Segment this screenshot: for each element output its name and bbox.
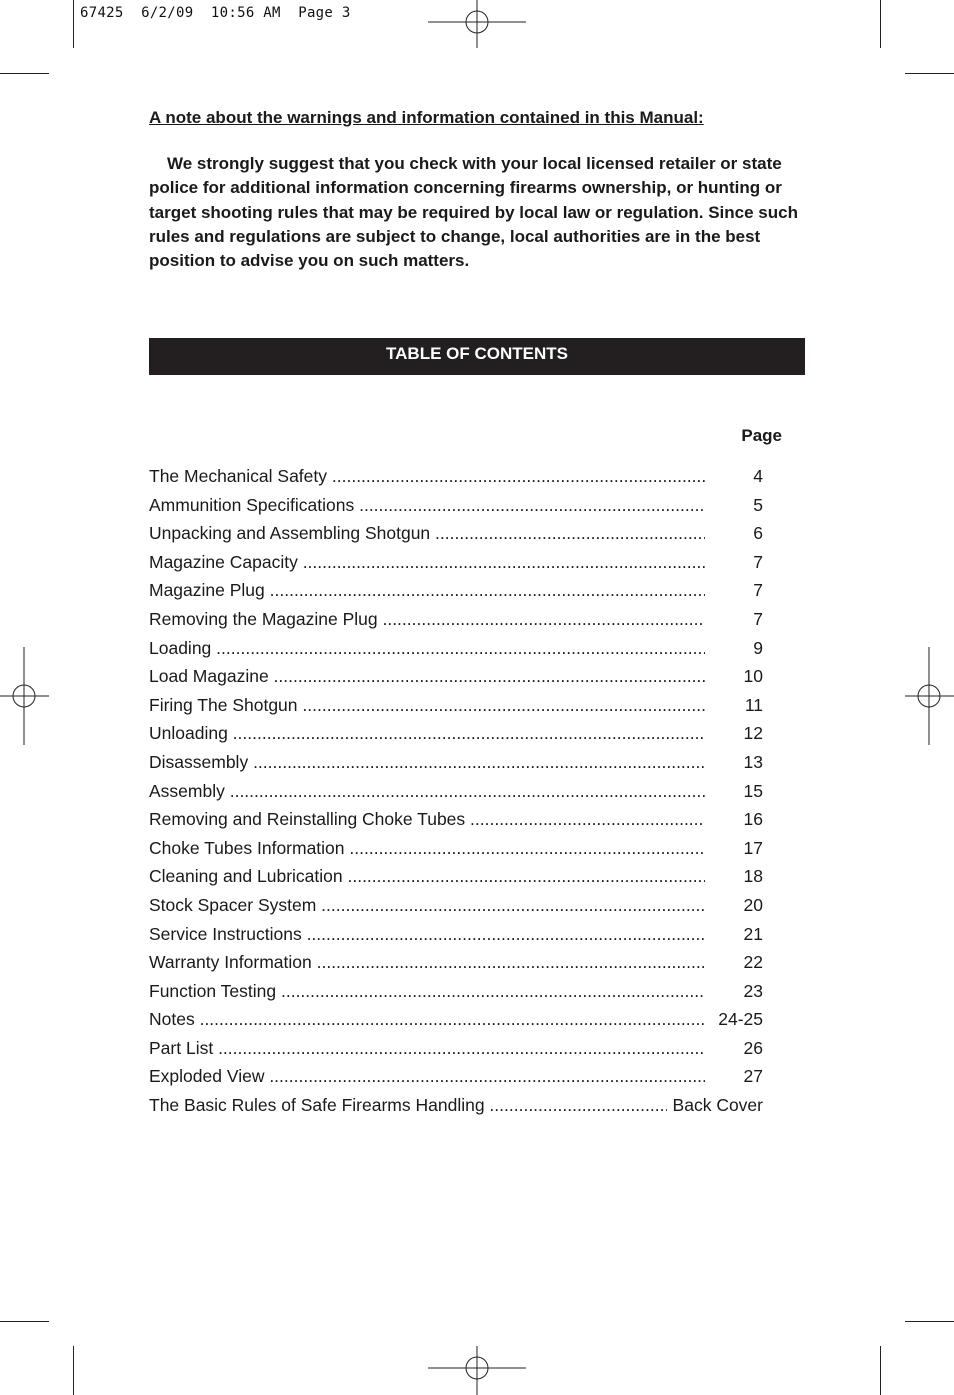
toc-entry: [149, 723, 763, 752]
toc-entry-label: Notes .....: [149, 1009, 705, 1030]
toc-entry: [149, 495, 763, 524]
note-body: We strongly suggest that you check with your local licensed retailer or state police for additional information concerning firearms ownership, or hunting or target shooting rules that may be required by local law or regulation. Since such rules and regulations are subject to change, local authorities are in the best position to advise you on such matters.: [149, 154, 798, 271]
toc-entry-page: 13: [743, 751, 763, 772]
toc-entry-label: The Basic Rules of Safe Firearms Handling .....: [149, 1095, 667, 1116]
toc-entry-page: 17: [743, 837, 763, 858]
toc-entry-label: Assembly .....: [149, 781, 705, 802]
toc-entry-page: 5: [753, 494, 763, 515]
toc-entry-page: 4: [753, 466, 763, 486]
toc-entry-page: 26: [743, 1037, 763, 1058]
toc-entry-label: Service Instructions .....: [149, 924, 705, 945]
toc-entry: [149, 666, 763, 695]
toc-entry-label: Ammunition Specifications .....: [149, 495, 705, 516]
toc-entry-page: 7: [753, 551, 763, 572]
toc-entry-label: Magazine Capacity .....: [149, 552, 705, 573]
note-title: A note about the warnings and information contained in this Manual:: [149, 108, 704, 127]
toc-entry: [149, 552, 763, 581]
crop-mark: [0, 1321, 49, 1322]
toc-entry-page: 10: [743, 666, 763, 687]
toc-header-bar: [149, 338, 805, 375]
crop-mark: [880, 0, 881, 48]
toc-entry: [149, 924, 763, 953]
toc-entry-label: The Mechanical Safety .....: [149, 466, 705, 487]
toc-entry: [149, 809, 763, 838]
toc-entry-label: Disassembly .....: [149, 752, 705, 773]
registration-mark-icon: [0, 647, 49, 745]
toc-entry: [149, 781, 763, 810]
toc-entry: [149, 1009, 763, 1038]
toc-entry-page: 7: [753, 608, 763, 629]
toc-entry: [149, 1095, 763, 1124]
crop-mark: [0, 73, 49, 74]
toc-entry: [149, 638, 763, 667]
toc-entry-label: Choke Tubes Information .....: [149, 838, 705, 859]
registration-mark-icon: [428, 0, 526, 48]
toc-entry-page: Back Cover: [672, 1095, 763, 1116]
toc-entry: [149, 981, 763, 1010]
toc-entry-page: 23: [743, 980, 763, 1001]
toc-entry-page: 18: [743, 866, 763, 887]
toc-entry-label: Unloading .....: [149, 723, 705, 744]
toc-entry: [149, 838, 763, 867]
crop-mark: [905, 1321, 954, 1322]
toc-entry-page: 7: [753, 580, 763, 601]
toc-entry-label: Loading .....: [149, 638, 705, 659]
toc-entry-label: Firing The Shotgun .....: [149, 695, 705, 716]
toc-entry-page: 22: [743, 952, 763, 973]
toc-entry-page: 27: [743, 1066, 763, 1087]
toc-entry-label: Cleaning and Lubrication .....: [149, 866, 705, 887]
toc-entry-label: Magazine Plug .....: [149, 580, 705, 601]
toc-entry: [149, 695, 763, 724]
toc-heading: TABLE OF CONTENTS: [386, 343, 568, 363]
page-column-header: Page: [741, 426, 782, 445]
toc-entry-label: Part List .....: [149, 1038, 705, 1059]
toc-entry: [149, 752, 763, 781]
toc-entry-page: 9: [753, 637, 763, 658]
toc-entry: [149, 952, 763, 981]
toc-entry: [149, 609, 763, 638]
toc-entry: [149, 895, 763, 924]
toc-entry-page: 24-25: [718, 1009, 763, 1030]
registration-mark-icon: [905, 647, 954, 745]
toc-entry-page: 16: [743, 809, 763, 830]
toc-entry-page: 12: [743, 723, 763, 744]
toc-entry-page: 11: [744, 694, 763, 715]
toc-entry: [149, 466, 763, 495]
crop-mark: [73, 0, 74, 48]
toc-entry-label: Removing the Magazine Plug .....: [149, 609, 705, 630]
crop-mark: [905, 73, 954, 74]
toc-entry-label: Removing and Reinstalling Choke Tubes .....: [149, 809, 705, 830]
toc-entry: [149, 1066, 763, 1095]
toc-list: [149, 466, 763, 1124]
toc-entry-label: Load Magazine .....: [149, 666, 705, 687]
toc-entry-label: Stock Spacer System .....: [149, 895, 705, 916]
toc-entry-page: 6: [753, 523, 763, 544]
toc-entry: [149, 523, 763, 552]
toc-entry: [149, 580, 763, 609]
printer-slug: 67425 6/2/09 10:56 AM Page 3: [80, 5, 351, 21]
toc-entry-label: Warranty Information .....: [149, 952, 705, 973]
toc-entry-page: 21: [743, 923, 763, 944]
crop-mark: [880, 1346, 881, 1395]
toc-entry-label: Unpacking and Assembling Shotgun .....: [149, 523, 705, 544]
toc-entry: [149, 1038, 763, 1067]
toc-entry-label: Exploded View .....: [149, 1066, 705, 1087]
crop-mark: [73, 1346, 74, 1395]
toc-entry-label: Function Testing .....: [149, 981, 705, 1002]
toc-entry-page: 20: [743, 894, 763, 915]
toc-entry: [149, 866, 763, 895]
registration-mark-icon: [428, 1346, 526, 1395]
toc-entry-page: 15: [743, 780, 763, 801]
